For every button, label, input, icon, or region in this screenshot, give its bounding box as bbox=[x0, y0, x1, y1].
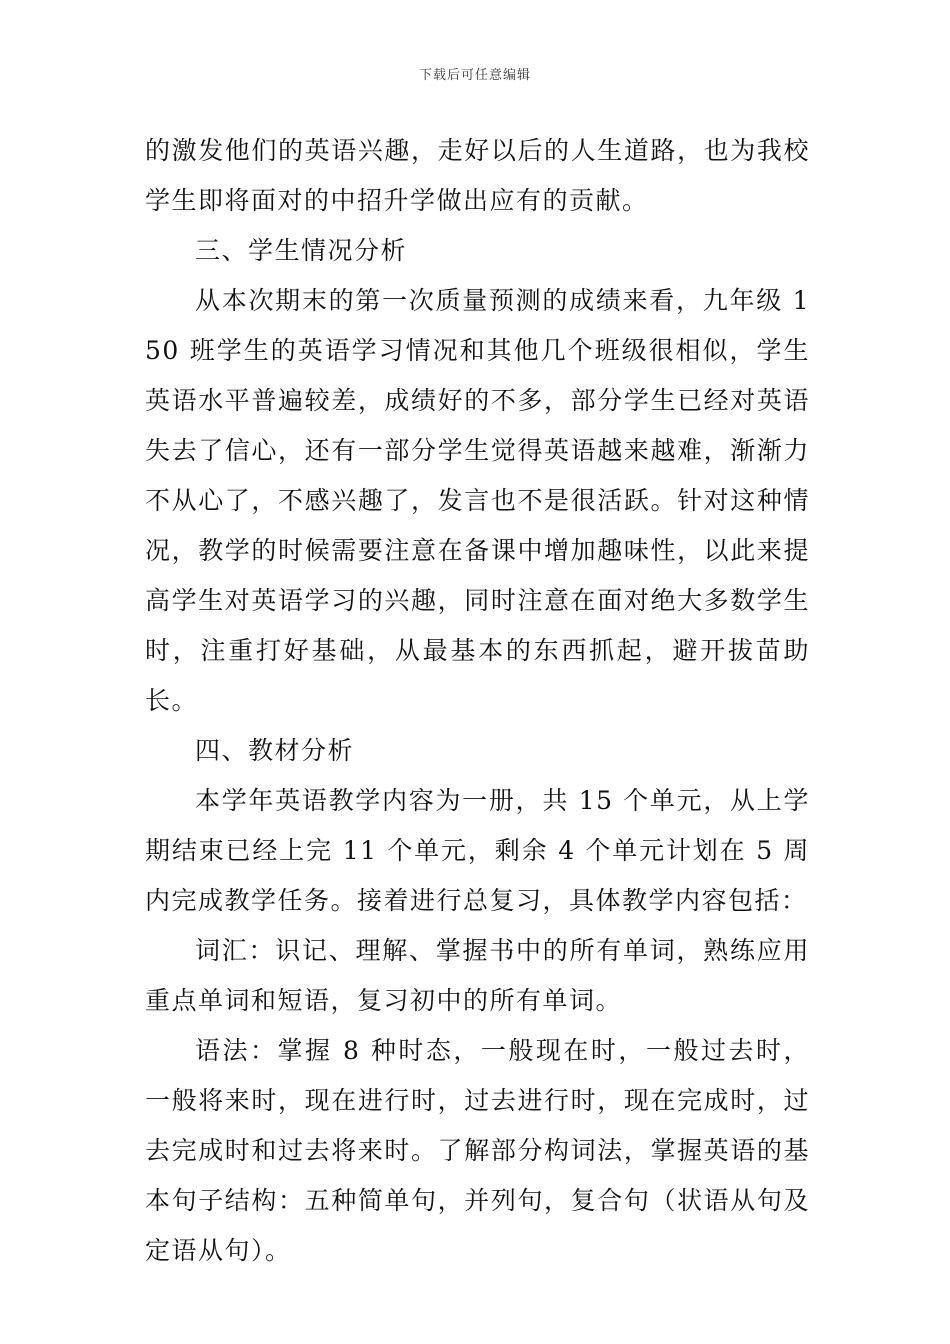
section-heading-textbook-analysis: 四、教材分析 bbox=[195, 736, 355, 765]
page-header: 下载后可任意编辑 bbox=[418, 68, 531, 83]
paragraph-student-analysis: 从本次期末的第一次质量预测的成绩来看，九年级 150 班学生的英语学习情况和其他几个班级很相似，学生英语水平普遍较差，成绩好的不多，部分学生已经对英语失去了信心，还有一部分学生觉得英语越来越难，渐渐力不从心了，不感兴趣了，发言也不是很活跃。针对这种情况，教学的时候需要注意在备课中增加趣味性，以此来提高学生对英语学习的兴趣，同时注意在面对绝大多数学生时，注重打好基础，从最基本的东西抓起，避开拔苗助长。 bbox=[145, 286, 810, 715]
section-heading-student-analysis: 三、学生情况分析 bbox=[195, 236, 408, 265]
paragraph-textbook-content: 本学年英语教学内容为一册，共 15 个单元，从上学期结束已经上完 11 个单元，剩余 4 个单元计划在 5 周内完成教学任务。接着进行总复习，具体教学内容包括： bbox=[145, 786, 810, 915]
paragraph-intro-continuation: 的激发他们的英语兴趣，走好以后的人生道路，也为我校学生即将面对的中招升学做出应有的贡献。 bbox=[145, 136, 810, 215]
paragraph-grammar: 语法：掌握 8 种时态，一般现在时，一般过去时，一般将来时，现在进行时，过去进行时，现在完成时，过去完成时和过去将来时。了解部分构词法，掌握英语的基本句子结构：五种简单句，并列句，复合句（状语从句及定语从句）。 bbox=[145, 1036, 810, 1265]
document-body bbox=[145, 126, 810, 1276]
paragraph-vocabulary: 词汇：识记、理解、掌握书中的所有单词，熟练应用重点单词和短语，复习初中的所有单词。 bbox=[145, 936, 810, 1015]
